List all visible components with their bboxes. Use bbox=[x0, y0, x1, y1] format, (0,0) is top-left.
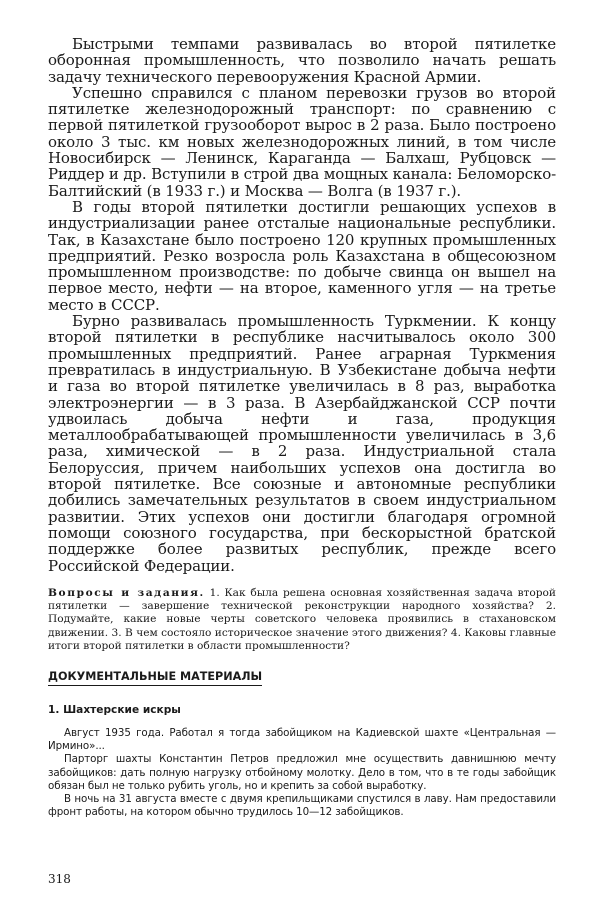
questions-text: 1. Как была решена основная хозяйственная задача второй пятилетки — завершение технической реконструкции народного хозяйства? 2. Подумайте, какие новые черты советского человека проявились в стахановском движении. 3. В чем состояло историческое значение этого движения? 4. Каковы главные итоги второй пятилетки в области промышленности? bbox=[48, 586, 556, 652]
page bbox=[48, 36, 556, 819]
paragraph: Бурно развивалась промышленность Туркмении. К концу второй пятилетки в республике насчитывалось около 300 промышленных предприятий. Ранее аграрная Туркмения превратилась в индустриальную. В Узбекистане добыча нефти и газа во второй пятилетке увеличилась в 8 раз, выработка электроэнергии — в 3 раза. В Азербайджанской ССР почти удвоилась добыча нефти и газа, продукция металлообрабатывающей промышленности увеличилась в 3,6 раза, химической — в 2 раза. Индустриальной стала Белоруссия, причем наибольших успехов она достигла во второй пятилетке. Все союзные и автономные республики добились замечательных результатов в своем индустриальном развитии. Этих успехов они достигли благодаря огромной помощи союзного государства, при бескорыстной братской поддержке более развитых республик, прежде всего Российской Федерации. bbox=[48, 312, 556, 575]
paragraph: В годы второй пятилетки достигли решающих успехов в индустриализации ранее отсталые национальные республики. Так, в Казахстане было построено 120 крупных промышленных предприятий. Резко возросла роль Казахстана в общесоюзном промышленном производстве: по добыче свинца он вышел на первое место, нефти — на второе, каменного угля — на третье место в СССР. bbox=[48, 197, 556, 314]
document-paragraph: Август 1935 года. Работал я тогда забойщиком на Кадиевской шахте «Центральная — Ирмино»... bbox=[48, 727, 556, 753]
page-number: 318 bbox=[48, 872, 71, 886]
section-title: ДОКУМЕНТАЛЬНЫЕ МАТЕРИАЛЫ bbox=[48, 670, 262, 686]
paragraph: Быстрыми темпами развивалась во второй пятилетке оборонная промышленность, что позволило начать решать задачу технического перевооружения Красной Армии. bbox=[48, 35, 556, 86]
questions-block bbox=[48, 587, 556, 653]
questions-label: Вопросы и задания. bbox=[48, 586, 205, 599]
main-text bbox=[48, 36, 556, 574]
document-paragraph: В ночь на 31 августа вместе с двумя крепильщиками спустился в лаву. Нам предоставили фронт работы, на котором обычно трудилось 10—12 забойщиков. bbox=[48, 792, 556, 818]
document-title: 1. Шахтерские искры bbox=[48, 704, 181, 717]
document-paragraph: Парторг шахты Константин Петров предложил мне осуществить давнишнюю мечту забойщиков: дать полную нагрузку отбойному молотку. Дело в том, что в те годы забойщик обязан был не только рубить уголь, но и крепить за собой выработку. bbox=[48, 753, 556, 792]
document-text bbox=[48, 727, 556, 819]
paragraph: Успешно справился с планом перевозки грузов во второй пятилетке железнодорожный транспорт: по сравнению с первой пятилеткой грузооборот вырос в 2 раза. Было построено около 3 тыс. км новых железнодорожных линий, в том числе Новосибирск — Ленинск, Караганда — Балхаш, Рубцовск — Риддер и др. Вступили в строй два мощных канала: Беломорско-Балтийский (в 1933 г.) и Москва — Волга (в 1937 г.). bbox=[48, 83, 556, 200]
